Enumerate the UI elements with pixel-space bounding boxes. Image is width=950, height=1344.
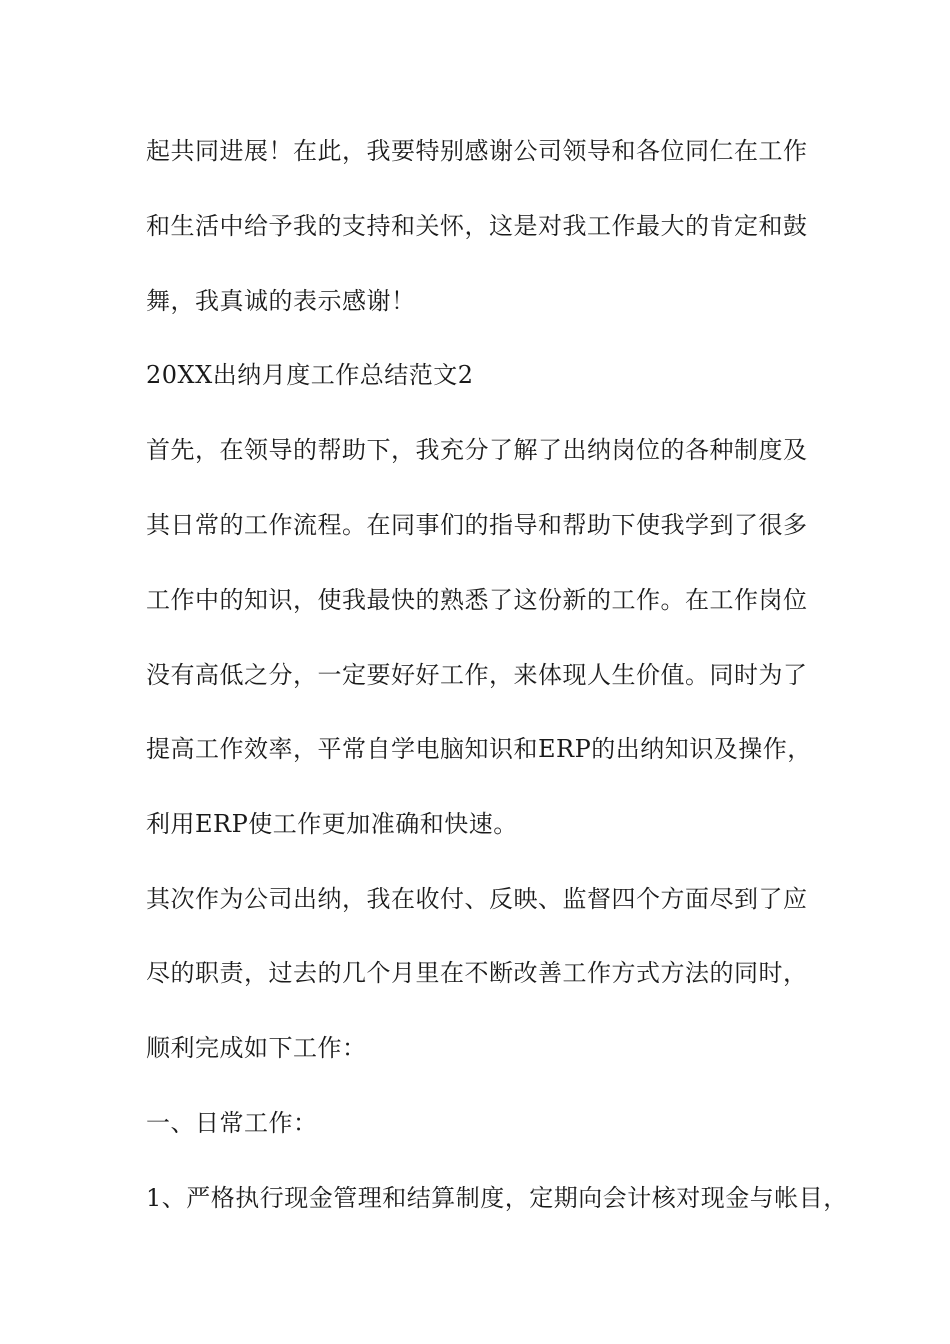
text-line: 尽的职责，过去的几个月里在不断改善工作方式方法的同时， — [146, 959, 808, 987]
list-heading: 一、日常工作： — [146, 1109, 318, 1137]
text-line: 其次作为公司出纳，我在收付、反映、监督四个方面尽到了应 — [146, 885, 808, 913]
text-line: 其日常的工作流程。在同事们的指导和帮助下使我学到了很多 — [146, 511, 808, 539]
text-line: 没有高低之分，一定要好好工作，来体现人生价值。同时为了 — [146, 661, 808, 689]
text-line: 顺利完成如下工作： — [146, 1034, 367, 1062]
list-item: 1、严格执行现金管理和结算制度，定期向会计核对现金与帐目， — [146, 1184, 848, 1212]
text-line: 起共同进展！在此，我要特别感谢公司领导和各位同仁在工作 — [146, 137, 808, 165]
text-line: 利用ERP使工作更加准确和快速。 — [146, 810, 518, 838]
text-line: 和生活中给予我的支持和关怀，这是对我工作最大的肯定和鼓 — [146, 212, 808, 240]
section-heading: 20XX出纳月度工作总结范文2 — [146, 361, 474, 389]
text-line: 舞，我真诚的表示感谢！ — [146, 287, 416, 315]
text-line: 首先，在领导的帮助下，我充分了解了出纳岗位的各种制度及 — [146, 436, 808, 464]
text-line: 提高工作效率，平常自学电脑知识和ERP的出纳知识及操作， — [146, 735, 812, 763]
text-line: 工作中的知识，使我最快的熟悉了这份新的工作。在工作岗位 — [146, 586, 808, 614]
